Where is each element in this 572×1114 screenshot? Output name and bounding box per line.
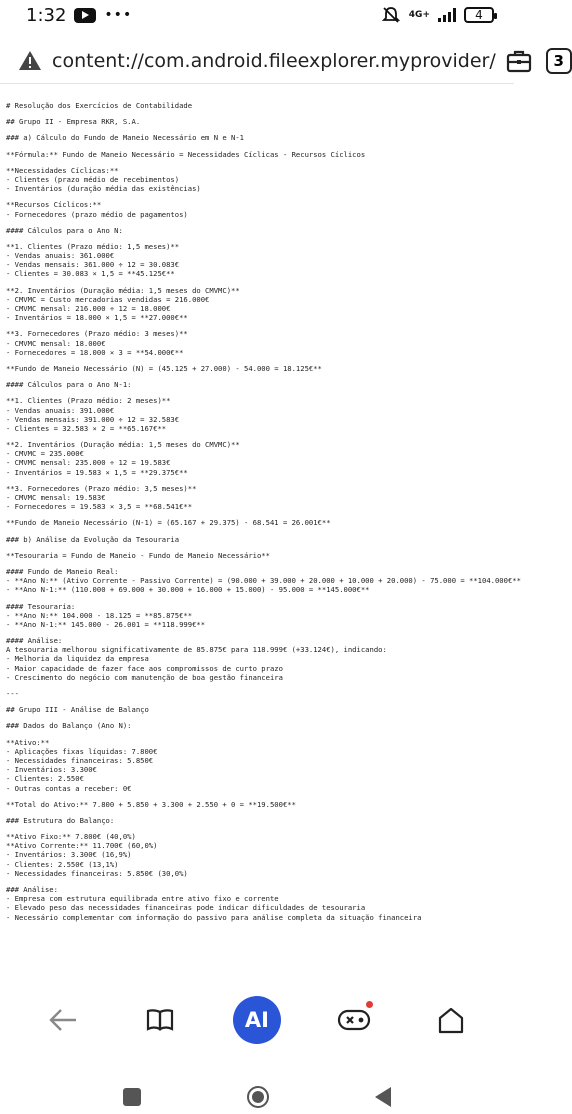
document-line: - **Ano N:** (Ativo Corrente - Passivo Corrente) = (90.000 + 39.000 + 20.000 + 10.000 + 20.000) - 75.000 = **104.000€** — [6, 576, 521, 586]
document-line: - **Ano N-1:** (110.000 + 69.000 + 30.000 + 16.000 + 15.000) - 95.000 = **145.000€** — [6, 585, 370, 595]
document-line: - Maior capacidade de fazer face aos compromissos de curto prazo — [6, 663, 283, 673]
document-line: **Necessidades Cíclicas:** — [6, 165, 119, 175]
document-line: #### Cálculos para o Ano N: — [6, 225, 123, 235]
document-line: # Resolução dos Exercícios de Contabilidade — [6, 101, 193, 110]
document-line: ## Grupo II - Empresa RKR, S.A. — [6, 117, 141, 127]
document-line: **3. Fornecedores (Prazo médio: 3,5 meses)** — [6, 483, 197, 493]
document-line: - Elevado peso das necessidades financeiras pode indicar dificuldades de tesouraria — [6, 903, 366, 913]
document-line: - Outras contas a receber: 0€ — [6, 783, 132, 793]
signal-icon — [438, 8, 456, 22]
status-bar — [0, 0, 514, 30]
document-line: - CMVMC mensal: 216.000 ÷ 12 = 18.000€ — [6, 304, 171, 313]
document-line: **2. Inventários (Duração média: 1,5 meses do CMVMC)** — [6, 440, 240, 450]
battery-icon: 4 — [464, 7, 494, 23]
games-button[interactable] — [326, 992, 382, 1048]
url-text[interactable]: content://com.android.fileexplorer.myprovider/ — [52, 49, 496, 72]
bottom-nav-bar — [0, 985, 514, 1055]
document-line: - Crescimento do negócio com manutenção de boa gestão financeira — [6, 672, 283, 682]
document-line: **1. Clientes (Prazo médio: 1,5 meses)** — [6, 241, 180, 251]
document-line: **Ativo:** — [6, 737, 50, 747]
document-line: **Fundo de Maneio Necessário (N) = (45.125 + 27.000) - 54.000 = 18.125€** — [6, 363, 322, 373]
document-line: - Inventários: 3.300€ (16,9%) — [6, 850, 132, 860]
document-line: - CMVMC = Custo mercadorias vendidas = 216.000€ — [6, 294, 210, 304]
ai-assistant-button[interactable] — [229, 992, 285, 1048]
gamepad-icon — [337, 1007, 371, 1033]
book-icon — [145, 1007, 175, 1033]
document-line: - Empresa com estrutura equilibrada entre ativo fixo e corrente — [6, 894, 279, 904]
document-line: - Fornecedores = 19.583 × 3,5 = **68.541€** — [6, 502, 193, 512]
document-line: #### Fundo de Maneio Real: — [6, 566, 119, 576]
system-home-button[interactable] — [247, 1086, 269, 1108]
document-line: - Inventários: 3.300€ — [6, 765, 97, 775]
document-line: **Fundo de Maneio Necessário (N-1) = (65.167 + 29.375) - 68.541 = 26.001€** — [6, 518, 331, 528]
document-line: - CMVMC = 235.000€ — [6, 449, 84, 459]
document-line: **Ativo Corrente:** 11.700€ (60,0%) — [6, 841, 158, 851]
document-line: - Necessidades financeiras: 5.850€ — [6, 755, 154, 765]
document-line: - Inventários = 19.583 × 1,5 = **29.375€** — [6, 467, 188, 477]
document-line: - Vendas mensais: 361.000 ÷ 12 = 30.083€ — [6, 260, 180, 270]
document-line: - CMVMC mensal: 19.583€ — [6, 493, 106, 502]
tab-count-button[interactable]: 3 — [546, 48, 572, 74]
document-content — [6, 101, 521, 981]
document-line: - Melhoria da liquidez da empresa — [6, 654, 149, 664]
document-line: **Total do Ativo:** 7.800 + 5.850 + 3.300 + 2.550 + 0 = **19.500€** — [6, 799, 296, 809]
document-line: - Clientes = 30.083 × 1,5 = **45.125€** — [6, 269, 175, 279]
document-line: **Ativo Fixo:** 7.800€ (40,0%) — [6, 832, 136, 842]
document-line: ### a) Cálculo do Fundo de Maneio Necessário em N e N-1 — [6, 133, 244, 143]
document-line: #### Cálculos para o Ano N-1: — [6, 380, 132, 390]
back-button[interactable] — [35, 992, 91, 1048]
system-back-button[interactable] — [375, 1087, 391, 1107]
document-line: - Vendas anuais: 361.000€ — [6, 251, 115, 261]
document-line: A tesouraria melhorou significativamente de 85.875€ para 118.999€ (+33.124€), indicando: — [6, 645, 387, 655]
system-nav-bar — [0, 1080, 514, 1114]
document-line: ### Análise: — [6, 885, 58, 894]
document-line: - **Ano N-1:** 145.000 - 26.001 = **118.999€** — [6, 619, 206, 629]
document-line: - Fornecedores (prazo médio de pagamentos) — [6, 209, 188, 219]
circle-icon — [252, 1091, 264, 1103]
document-line: - Vendas mensais: 391.000 ÷ 12 = 32.583€ — [6, 414, 180, 424]
document-line: **1. Clientes (Prazo médio: 2 meses)** — [6, 396, 171, 406]
document-line: - Fornecedores = 18.000 × 3 = **54.000€** — [6, 347, 184, 357]
home-button[interactable] — [423, 992, 479, 1048]
document-line: - CMVMC mensal: 18.000€ — [6, 338, 106, 348]
document-line: - Vendas anuais: 391.000€ — [6, 405, 115, 415]
more-notifications-icon: ••• — [104, 7, 133, 23]
ai-icon: AI — [233, 996, 281, 1044]
document-line: --- — [6, 689, 19, 698]
arrow-left-icon — [48, 1008, 78, 1032]
document-line: ## Grupo III - Análise de Balanço — [6, 705, 149, 715]
address-bar[interactable] — [0, 38, 564, 84]
document-line: **2. Inventários (Duração média: 1,5 meses do CMVMC)** — [6, 285, 240, 295]
document-line: - Aplicações fixas líquidas: 7.800€ — [6, 746, 158, 756]
document-line: **Recursos Cíclicos:** — [6, 200, 102, 210]
mute-icon — [381, 5, 401, 25]
document-line: - Clientes = 32.583 × 2 = **65.167€** — [6, 423, 167, 433]
document-line: ### Estrutura do Balanço: — [6, 815, 115, 825]
document-line: ### Dados do Balanço (Ano N): — [6, 721, 132, 731]
document-line: **Tesouraria = Fundo de Maneio - Fundo de Maneio Necessário** — [6, 550, 270, 560]
document-line: #### Tesouraria: — [6, 601, 76, 611]
document-line: - Clientes (prazo médio de recebimentos) — [6, 174, 180, 184]
warning-icon[interactable] — [18, 49, 42, 73]
network-type: 4G+ — [408, 9, 430, 20]
notification-dot — [366, 1001, 373, 1008]
document-line: - CMVMC mensal: 235.000 ÷ 12 = 19.583€ — [6, 458, 171, 468]
document-line: - Clientes: 2.550€ (13,1%) — [6, 859, 119, 869]
document-line: - Inventários (duração média das existências) — [6, 184, 201, 194]
document-line: - Clientes: 2.550€ — [6, 774, 84, 784]
document-line: - Necessidades financeiras: 5.850€ (30,0%) — [6, 868, 188, 878]
document-line: - Necessário complementar com informação do passivo para análise completa da situação financeira — [6, 912, 422, 922]
document-line: - **Ano N:** 104.000 - 18.125 = **85.875€** — [6, 610, 193, 620]
document-line: ### b) Análise da Evolução da Tesouraria — [6, 534, 180, 544]
document-line: **Fórmula:** Fundo de Maneio Necessário = Necessidades Cíclicas - Recursos Cíclicos — [6, 149, 366, 159]
youtube-icon — [74, 8, 96, 23]
status-time: 1:32 — [26, 4, 67, 26]
document-line: - Inventários = 18.000 × 1,5 = **27.000€** — [6, 313, 188, 323]
toolbox-icon[interactable] — [506, 49, 532, 73]
document-line: **3. Fornecedores (Prazo médio: 3 meses)** — [6, 329, 188, 339]
home-icon — [437, 1006, 465, 1034]
recent-apps-button[interactable] — [123, 1088, 141, 1106]
reader-mode-button[interactable] — [132, 992, 188, 1048]
document-line: #### Análise: — [6, 636, 63, 646]
